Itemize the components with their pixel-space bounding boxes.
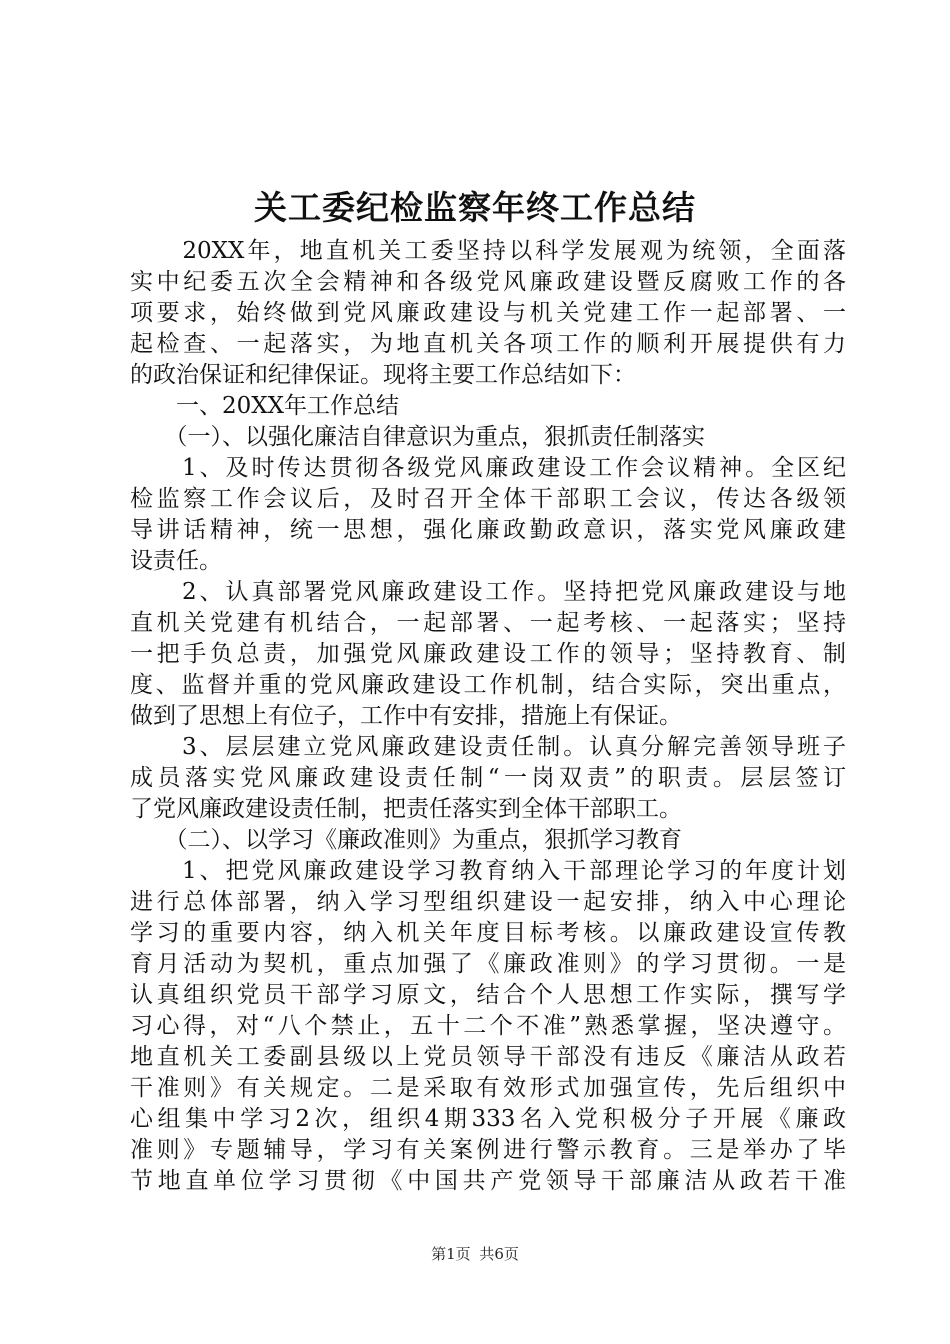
text-line: （二）、以学习《廉政准则》为重点，狠抓学习教育 bbox=[130, 827, 682, 853]
text-line: 了党风廉政建设责任制，把责任落实到全体干部职工。 bbox=[130, 796, 682, 822]
page-total: 共6页 bbox=[479, 1245, 519, 1263]
text-line: 做到了思想上有位子，工作中有安排，措施上有保证。 bbox=[130, 703, 682, 729]
text-line: 地直机关工委副县级以上党员领导干部没有违反《廉洁从政若 bbox=[130, 1044, 846, 1070]
text-line: 学习的重要内容，纳入机关年度目标考核。以廉政建设宣传教 bbox=[130, 920, 846, 946]
text-line: 项要求，始终做到党风廉政建设与机关党建工作一起部署、一 bbox=[130, 300, 846, 326]
document-body bbox=[130, 236, 846, 1197]
page-number: 第1页 bbox=[431, 1245, 471, 1263]
text-line: 干准则》有关规定。二是采取有效形式加强宣传，先后组织中 bbox=[130, 1075, 846, 1101]
text-line: 度、监督并重的党风廉政建设工作机制，结合实际，突出重点， bbox=[130, 672, 846, 698]
text-line: 准则》专题辅导，学习有关案例进行警示教育。三是举办了毕 bbox=[130, 1137, 846, 1163]
text-line: 1、及时传达贯彻各级党风廉政建设工作会议精神。全区纪 bbox=[130, 455, 846, 481]
text-line: 1、把党风廉政建设学习教育纳入干部理论学习的年度计划 bbox=[130, 858, 846, 884]
text-line: 进行总体部署，纳入学习型组织建设一起安排，纳入中心理论 bbox=[130, 889, 846, 915]
text-line: 一、20XX年工作总结 bbox=[130, 393, 400, 419]
text-line: 检监察工作会议后，及时召开全体干部职工会议，传达各级领 bbox=[130, 486, 846, 512]
text-line: 20XX年，地直机关工委坚持以科学发展观为统领，全面落 bbox=[130, 238, 846, 264]
text-line: 的政治保证和纪律保证。现将主要工作总结如下： bbox=[130, 362, 636, 388]
text-line: 认真组织党员干部学习原文，结合个人思想工作实际，撰写学 bbox=[130, 982, 846, 1008]
text-line: 实中纪委五次全会精神和各级党风廉政建设暨反腐败工作的各 bbox=[130, 269, 846, 295]
text-line: 起检查、一起落实，为地直机关各项工作的顺利开展提供有力 bbox=[130, 331, 846, 357]
text-line: 3、层层建立党风廉政建设责任制。认真分解完善领导班子 bbox=[130, 734, 846, 760]
text-line: 节地直单位学习贯彻《中国共产党领导干部廉洁从政若干准 bbox=[130, 1168, 846, 1194]
text-line: 一把手负总责，加强党风廉政建设工作的领导；坚持教育、制 bbox=[130, 641, 846, 667]
text-line: 育月活动为契机，重点加强了《廉政准则》的学习贯彻。一是 bbox=[130, 951, 846, 977]
text-line: 成员落实党风廉政建设责任制“一岗双责”的职责。层层签订 bbox=[130, 765, 846, 791]
text-line: 导讲话精神，统一思想，强化廉政勤政意识，落实党风廉政建 bbox=[130, 517, 846, 543]
text-line: 设责任。 bbox=[130, 548, 222, 574]
page-footer bbox=[0, 1244, 950, 1264]
text-line: 直机关党建有机结合，一起部署、一起考核、一起落实；坚持 bbox=[130, 610, 846, 636]
text-line: （一）、以强化廉洁自律意识为重点，狠抓责任制落实 bbox=[130, 424, 705, 450]
text-line: 心组集中学习2次，组织4期333名入党积极分子开展《廉政 bbox=[130, 1106, 846, 1132]
document-title: 关工委纪检监察年终工作总结 bbox=[254, 188, 696, 227]
text-line: 习心得，对“八个禁止，五十二个不准”熟悉掌握，坚决遵守。 bbox=[130, 1013, 846, 1039]
text-line: 2、认真部署党风廉政建设工作。坚持把党风廉政建设与地 bbox=[130, 579, 846, 605]
